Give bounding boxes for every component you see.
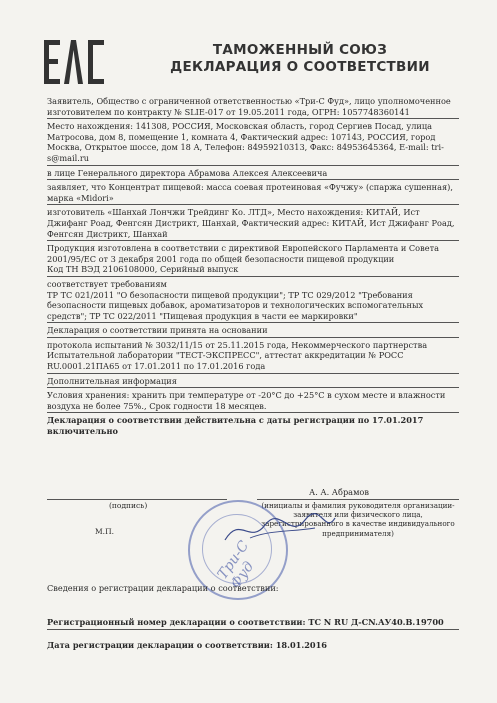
- manufacturer-info: изготовитель «Шанхай Лончжи Трейдинг Ко. ЛТД», Место нахождения: КИТАЙ, Ист Джифанг Роад, Фенгсян Дистрикт, Шанхай, Фактический адрес: КИТАЙ, Ист Джифанг Роад, Фенгсян Дистрикт, Шанхай: [47, 207, 459, 241]
- registration-section: [47, 583, 459, 650]
- stamp-text: Три-С Фуд: [214, 538, 258, 592]
- applicant-address: Место нахождения: 141308, РОССИЯ, Московская область, город Сергиев Посад, улица Матросова, дом 8, помещение 1, комната 4, Фактический адрес: 107143, РОССИЯ, город Москва, Открытое шоссе, дом 18 А, Телефон: 84959210313, Факс: 84953645364, E-mail: tri-s@mail.ru: [47, 121, 459, 165]
- signature-caption: (подпись): [109, 501, 148, 510]
- registration-date: Дата регистрации декларации о соответствии: 18.01.2016: [47, 640, 328, 650]
- handwritten-signature: [220, 510, 340, 550]
- basis-text: протокола испытаний № 3032/11/15 от 25.11.2015 года, Некоммерческого партнерства Испытательной лаборатории "ТЕСТ-ЭКСПРЕСС", аттестат аккредитации № РОСС RU.0001.21ПА65 от 17.01.2011 по 17.01.2016 года: [47, 340, 459, 374]
- product-statement: заявляет, что Концентрат пищевой: масса соевая протеиновая «Фучжу» (спаржа сушенная), марка «Midori»: [47, 182, 459, 205]
- additional-label: Дополнительная информация: [47, 376, 459, 389]
- registration-info-label: Сведения о регистрации декларации о соответствии:: [47, 583, 279, 593]
- production-standard: Продукция изготовлена в соответствии с директивой Европейского Парламента и Совета 2001/95/ЕС от 3 декабря 2001 года по общей безопасности пищевой продукции: [47, 243, 439, 264]
- name-caption: (инициалы и фамилия руководителя организации-заявителя или физического лица, зарегистрированного в качестве индивидуального предпринимателя): [261, 501, 455, 538]
- requirements-list: ТР ТС 021/2011 "О безопасности пищевой продукции"; ТР ТС 029/2012 "Требования безопасности пищевых добавок, ароматизаторов и технологических вспомогательных средств"; ТР ТС 022/2011 "Пищевая продукция в части ее маркировки": [47, 290, 459, 324]
- document-title: [150, 42, 450, 76]
- name-line: [257, 499, 459, 500]
- title-line-2: ДЕКЛАРАЦИЯ О СООТВЕТСТВИИ: [170, 59, 430, 75]
- signatory-name: А. А. Абрамов: [309, 487, 369, 497]
- registration-number: Регистрационный номер декларации о соответствии: ТС N RU Д-CN.АУ40.В.19700: [47, 617, 459, 630]
- requirements-label: соответствует требованиям: [47, 278, 167, 289]
- validity-statement: Декларация о соответствии действительна с даты регистрации по 17.01.2017 включительно: [47, 415, 424, 437]
- seal-place-label: М.П.: [95, 527, 114, 536]
- signature-line: [47, 499, 227, 500]
- product-code: Код ТН ВЭД 2106108000, Серийный выпуск: [47, 264, 459, 277]
- basis-label: Декларация о соответствии принята на основании: [47, 325, 459, 338]
- title-line-1: ТАМОЖЕННЫЙ СОЮЗ: [212, 42, 388, 58]
- applicant-text: Заявитель, Общество с ограниченной ответственностью «Три-С Фуд», лицо уполномоченное изготовителем по контракту № SLIE-017 от 19.05.2011 года, ОГРН: 1057748360141: [47, 96, 459, 119]
- storage-conditions: Условия хранения: хранить при температуре от -20°С до +25°С в сухом месте и влажности воздуха не более 75%., Срок годности 18 месяцев.: [47, 390, 459, 413]
- declaration-body: [47, 96, 459, 437]
- eac-logo: [44, 40, 104, 84]
- applicant-person: в лице Генерального директора Абрамова Алексея Алексеевича: [47, 168, 459, 181]
